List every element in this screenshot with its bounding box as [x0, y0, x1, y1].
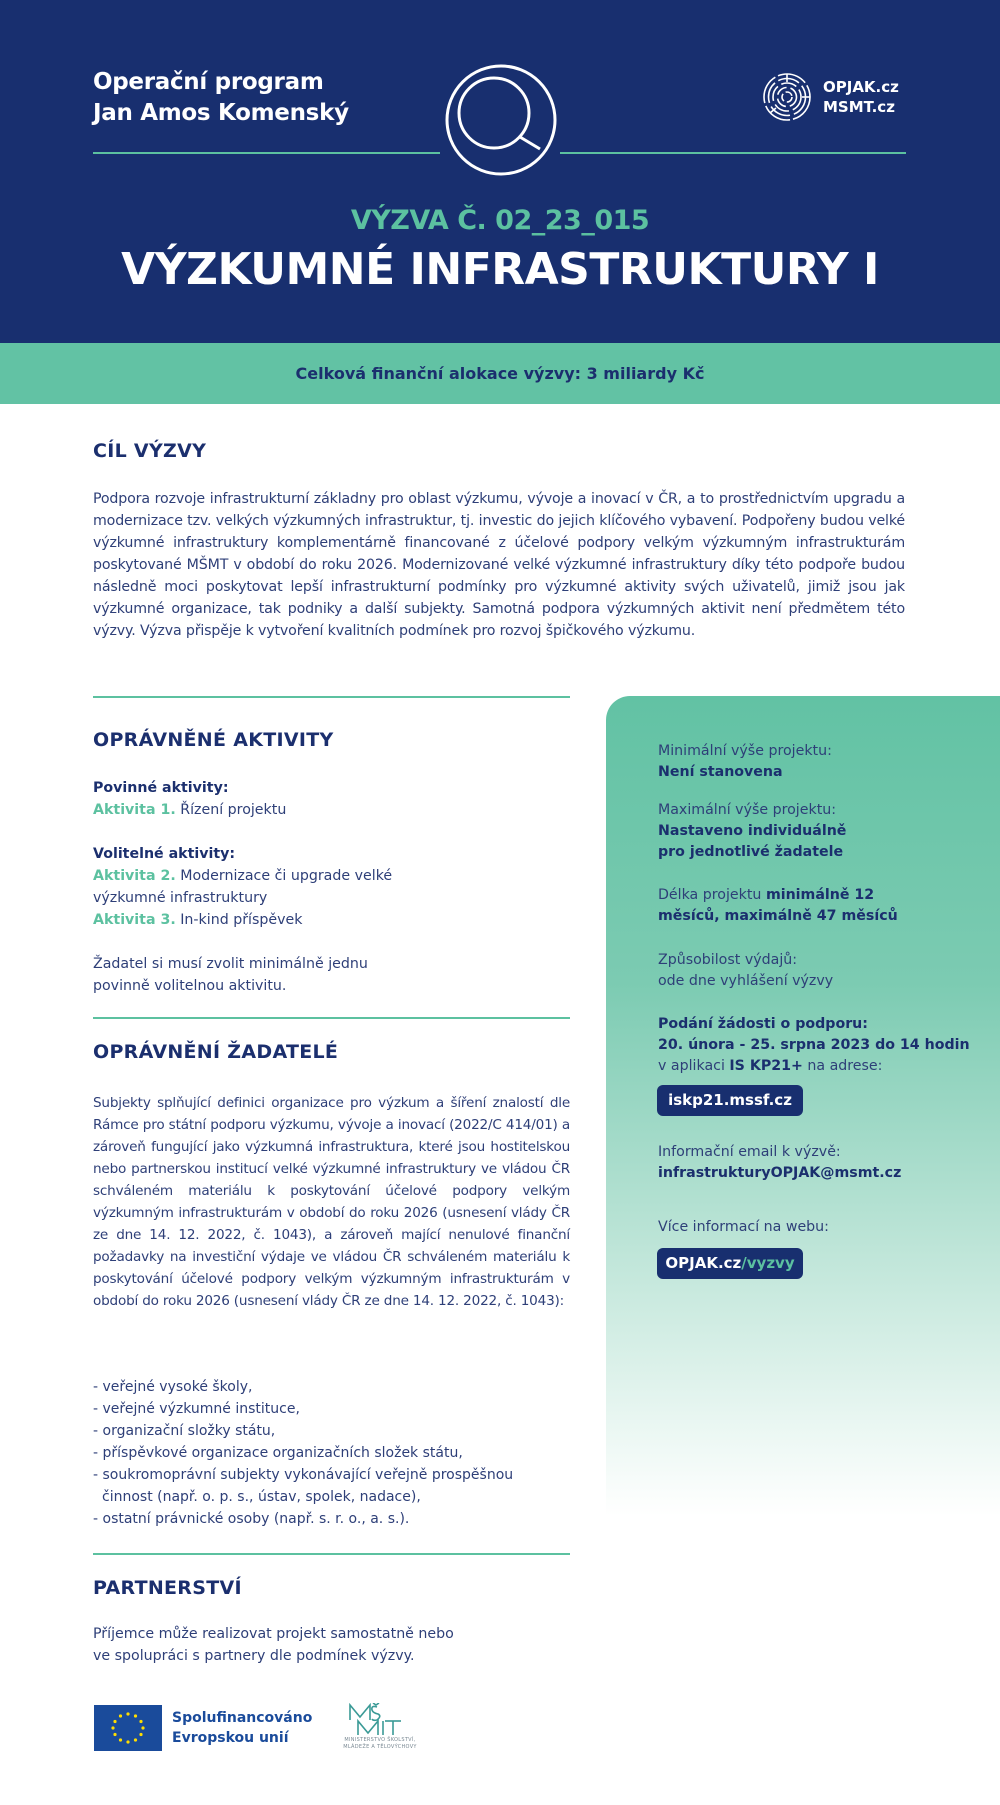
submission-dates: 20. února - 25. srpna 2023 do 14 hodin — [658, 1037, 970, 1053]
section-divider — [93, 696, 570, 698]
activity-3-text: In-kind příspěvek — [175, 912, 303, 928]
applicants-heading: OPRÁVNĚNÍ ŽADATELÉ — [93, 1041, 339, 1063]
goal-heading: CÍL VÝZVY — [93, 440, 207, 462]
list-item: - organizační složky státu, — [93, 1423, 276, 1439]
call-title: VÝZKUMNÉ INFRASTRUKTURY I — [121, 244, 879, 295]
activities-list — [93, 777, 573, 997]
eu-text-line2: Evropskou unií — [172, 1730, 289, 1746]
max-amount-value-line2: pro jednotlivé žadatele — [658, 844, 844, 860]
section-divider — [93, 1017, 570, 1019]
web-button-path: /vyzvy — [741, 1254, 795, 1272]
app-prefix: v aplikaci — [658, 1058, 730, 1074]
program-title — [93, 67, 349, 129]
activity-1 — [93, 799, 573, 821]
list-item: - veřejné vysoké školy, — [93, 1379, 253, 1395]
optional-label: Volitelné aktivity: — [93, 846, 236, 862]
site-msmt[interactable]: MSMT.cz — [823, 98, 895, 116]
eligibility-value: ode dne vyhlášení výzvy — [658, 973, 834, 989]
list-item: - ostatní právnické osoby (např. s. r. o., a. s.). — [93, 1511, 410, 1527]
mandatory-label: Povinné aktivity: — [93, 780, 229, 796]
activity-1-label: Aktivita 1. — [93, 802, 176, 818]
applicants-list — [93, 1376, 573, 1530]
partnership-heading: PARTNERSTVÍ — [93, 1577, 242, 1599]
list-item: - příspěvkové organizace organizačních složek státu, — [93, 1445, 463, 1461]
iskp21-link-button[interactable]: iskp21.mssf.cz — [657, 1085, 803, 1116]
activities-note-line2: povinně volitelnou aktivitu. — [93, 978, 287, 994]
min-amount-value: Není stanovena — [658, 764, 783, 780]
max-amount-value-line1: Nastaveno individuálně — [658, 823, 847, 839]
msmt-subtitle — [325, 1737, 435, 1751]
max-amount-label: Maximální výše projektu: — [658, 802, 837, 818]
activity-2 — [93, 865, 573, 887]
min-amount-label: Minimální výše projektu: — [658, 743, 832, 759]
list-item: - veřejné výzkumné instituce, — [93, 1401, 300, 1417]
activities-note-line1: Žadatel si musí zvolit minimálně jednu — [93, 956, 368, 972]
goal-text: Podpora rozvoje infrastrukturní základny pro oblast výzkumu, vývoje a inovací v ČR, a to prostřednictvím upgradu a modernizace tzv. velkých výzkumných infrastruktur, tj. investic do jejich klíčového vybavení. Podpořeny budou velké výzkumné infrastruktury komplementárně financované z účelové podpory velkým výzkumným infrastrukturám poskytované MŠMT v období do roku 2026. Modernizované velké výzkumné infrastruktury díky této podpoře budou následně moci poskytovat lepší infrastrukturní podmínky pro výzkumné aktivity svých uživatelů, jimiž jsou jak výzkumné organizace, tak podniky a další subjekty. Samotná podpora výzkumných aktivit není předmětem této výzvy. Výzva přispěje k vytvoření kvalitních podmínek pro rozvoj špičkového výzkumu. — [93, 491, 905, 639]
info-panel — [606, 696, 1000, 1516]
eu-cofinanced-text — [172, 1708, 322, 1748]
list-item-continuation: činnost (např. o. p. s., ústav, spolek, nadace), — [102, 1489, 421, 1505]
activity-3-label: Aktivita 3. — [93, 912, 176, 928]
email-label: Informační email k výzvě: — [658, 1144, 841, 1160]
duration-label: Délka projektu — [658, 887, 766, 903]
app-name: IS KP21+ — [729, 1058, 803, 1074]
email-link[interactable]: infrastrukturyOPJAK@msmt.cz — [658, 1165, 902, 1181]
duration-value-line2: měsíců, maximálně 47 měsíců — [658, 908, 898, 924]
header-divider-right — [560, 152, 906, 154]
applicants-text: Subjekty splňující definici organizace pro výzkum a šíření znalostí dle Rámce pro státní podporu výzkumu, vývoje a inovací (2022/C 414/01) a zároveň fungující jako výzkumná infrastruktura, které jsou hostitelskou nebo partnerskou institucí velké výzkumné infrastruktury ve vládou ČR schváleném materiálu k poskytování účelové podpory velkým výzkumným infrastrukturám v období do roku 2026 (usnesení vlády ČR ze dne 14. 12. 2022, č. 1043), a zároveň mající nenulové finanční požadavky na investiční výdaje ve vládou ČR schváleném materiálu k poskytování účelové podpory velkým výzkumným infrastrukturám v období do roku 2026 (usnesení vlády ČR ze dne 14. 12. 2022, č. 1043): — [93, 1095, 570, 1309]
contact-email — [658, 1142, 988, 1184]
eligibility — [658, 950, 988, 992]
header-divider-left — [93, 152, 440, 154]
magnifier-circle-icon — [444, 63, 558, 177]
opjak-vyzvy-link-button[interactable] — [657, 1248, 803, 1279]
activity-2-label: Aktivita 2. — [93, 868, 176, 884]
activity-3 — [93, 909, 573, 931]
allocation-banner: Celková finanční alokace výzvy: 3 miliardy Kč — [0, 343, 1000, 404]
eu-text-line1: Spolufinancováno — [172, 1710, 313, 1726]
program-title-line2: Jan Amos Komenský — [93, 100, 349, 126]
msmt-sub-line1: MINISTERSTVO ŠKOLSTVÍ, — [344, 1737, 416, 1743]
min-amount — [658, 741, 988, 783]
call-number: VÝZVA Č. 02_23_015 — [350, 205, 650, 236]
web-info-label: Více informací na webu: — [658, 1219, 829, 1235]
activity-1-text: Řízení projektu — [175, 802, 287, 818]
msmt-logo — [325, 1703, 435, 1757]
msmt-logo-icon — [325, 1703, 435, 1737]
eu-flag-icon — [94, 1705, 162, 1751]
list-item: - soukromoprávní subjekty vykonávající veřejně prospěšnou — [93, 1467, 514, 1483]
project-duration — [658, 885, 988, 927]
activity-2-text: Modernizace či upgrade velké — [175, 868, 393, 884]
activity-2-text-cont: výzkumné infrastruktury — [93, 890, 268, 906]
submission-label: Podání žádosti o podporu: — [658, 1016, 868, 1032]
maze-logo-icon — [762, 72, 812, 122]
partnership-text-line2: ve spolupráci s partnery dle podmínek výzvy. — [93, 1648, 415, 1664]
partnership-text — [93, 1623, 573, 1667]
program-title-line1: Operační program — [93, 69, 324, 95]
msmt-sub-line2: MLÁDEŽE A TĚLOVÝCHOVY — [343, 1744, 417, 1750]
web-button-domain: OPJAK.cz — [665, 1254, 742, 1272]
site-opjak[interactable]: OPJAK.cz — [823, 78, 899, 96]
submission — [658, 1014, 998, 1077]
website-links — [823, 77, 899, 117]
section-divider — [93, 1553, 570, 1555]
app-suffix: na adrese: — [802, 1058, 883, 1074]
partnership-text-line1: Příjemce může realizovat projekt samostatně nebo — [93, 1626, 454, 1642]
activities-heading: OPRÁVNĚNÉ AKTIVITY — [93, 729, 334, 751]
eligibility-label: Způsobilost výdajů: — [658, 952, 798, 968]
max-amount — [658, 800, 988, 863]
duration-value-line1: minimálně 12 — [765, 887, 875, 903]
header-banner — [0, 0, 1000, 343]
